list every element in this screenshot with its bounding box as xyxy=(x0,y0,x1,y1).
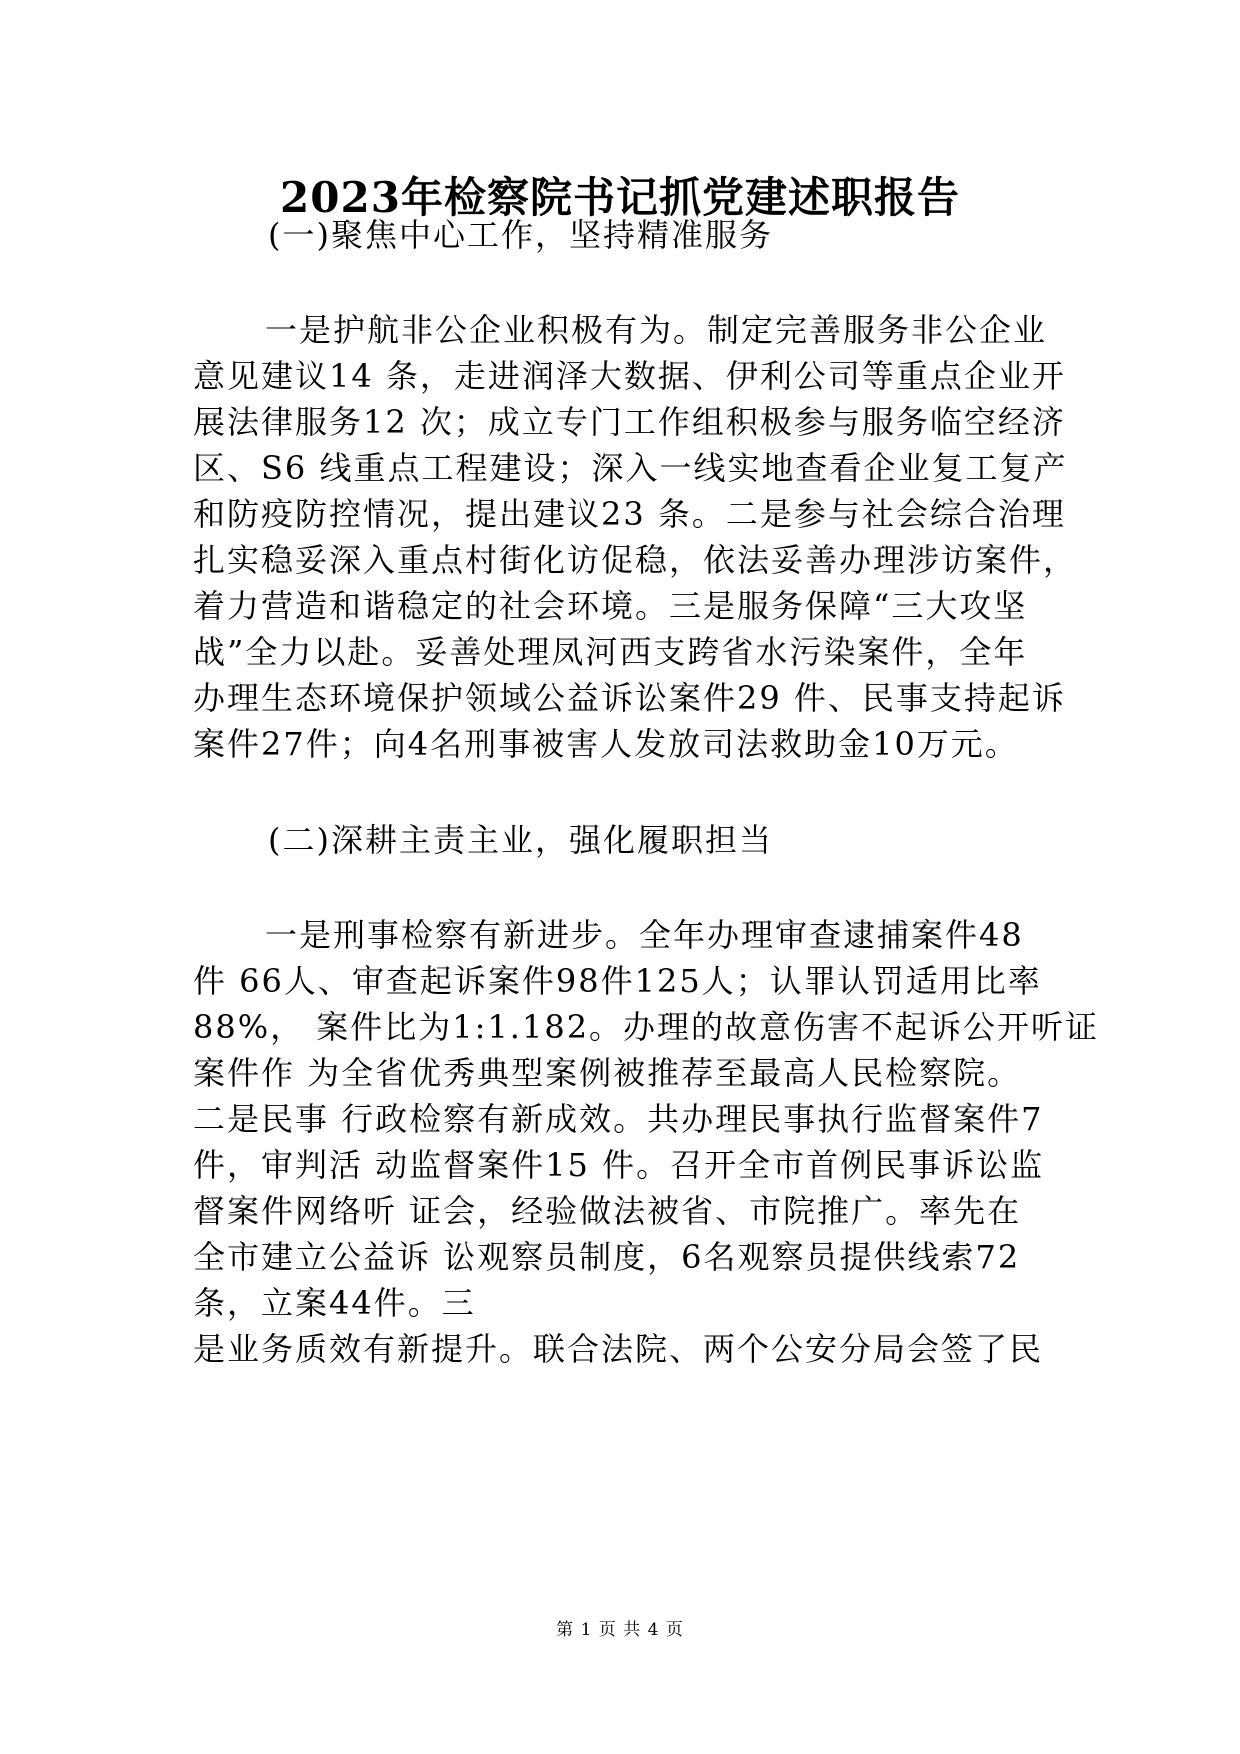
section2-line-4: 案件作 为全省优秀典型案例被推荐至最高人民检察院。 xyxy=(193,1054,1022,1092)
section1-line-3: 展法律服务12 次；成立专门工作组积极参与服务临空经济 xyxy=(193,403,1066,441)
section1-line-5: 和防疫防控情况，提出建议23 条。二是参与社会综合治理 xyxy=(193,495,1066,533)
section1-line-9: 办理生态环境保护领域公益诉讼案件29 件、民事支持起诉 xyxy=(193,679,1066,717)
section1-line-10: 案件27件；向4名刑事被害人发放司法救助金10万元。 xyxy=(193,725,1019,763)
section1-line-7: 着力营造和谐稳定的社会环境。三是服务保障“三大攻坚 xyxy=(193,587,1028,625)
section1-line-1: 一是护航非公企业积极有为。制定完善服务非公企业 xyxy=(265,311,1048,349)
section-heading-2: (二)深耕主责主业，强化履职担当 xyxy=(268,821,773,859)
section2-line-6: 件，审判活 动监督案件15 件。召开全市首例民事诉讼监 xyxy=(193,1146,1045,1184)
section1-line-6: 扎实稳妥深入重点村街化访促稳，依法妥善办理涉访案件， xyxy=(193,541,1078,579)
section1-line-4: 区、S6 线重点工程建设；深入一线实地查看企业复工复产 xyxy=(193,449,1068,487)
section2-line-8: 全市建立公益诉 讼观察员制度，6名观察员提供线索72 xyxy=(193,1238,1021,1276)
page-number-footer: 第 1 页 共 4 页 xyxy=(556,1620,684,1640)
section2-line-10: 是业务质效有新提升。联合法院、两个公安分局会签了民 xyxy=(193,1330,1044,1368)
section2-line-9: 条，立案44件。三 xyxy=(193,1284,476,1322)
document-title: 2023年检察院书记抓党建述职报告 xyxy=(280,173,960,222)
section2-line-3: 88%， 案件比为1:1.182。办理的故意伤害不起诉公开听证 xyxy=(193,1008,1100,1046)
section1-line-2: 意见建议14 条，走进润泽大数据、伊利公司等重点企业开 xyxy=(193,357,1066,395)
section2-line-2: 件 66人、审查起诉案件98件125人；认罪认罚适用比率 xyxy=(193,962,1042,1000)
section-heading-1: (一)聚焦中心工作，坚持精准服务 xyxy=(268,216,773,254)
section1-line-8: 战”全力以赴。妥善处理凤河西支跨省水污染案件，全年 xyxy=(193,633,1028,671)
section2-line-1: 一是刑事检察有新进步。全年办理审查逮捕案件48 xyxy=(265,916,1024,954)
section2-line-7: 督案件网络听 证会，经验做法被省、市院推广。率先在 xyxy=(193,1192,1022,1230)
section2-line-5: 二是民事 行政检察有新成效。共办理民事执行监督案件7 xyxy=(193,1100,1044,1138)
